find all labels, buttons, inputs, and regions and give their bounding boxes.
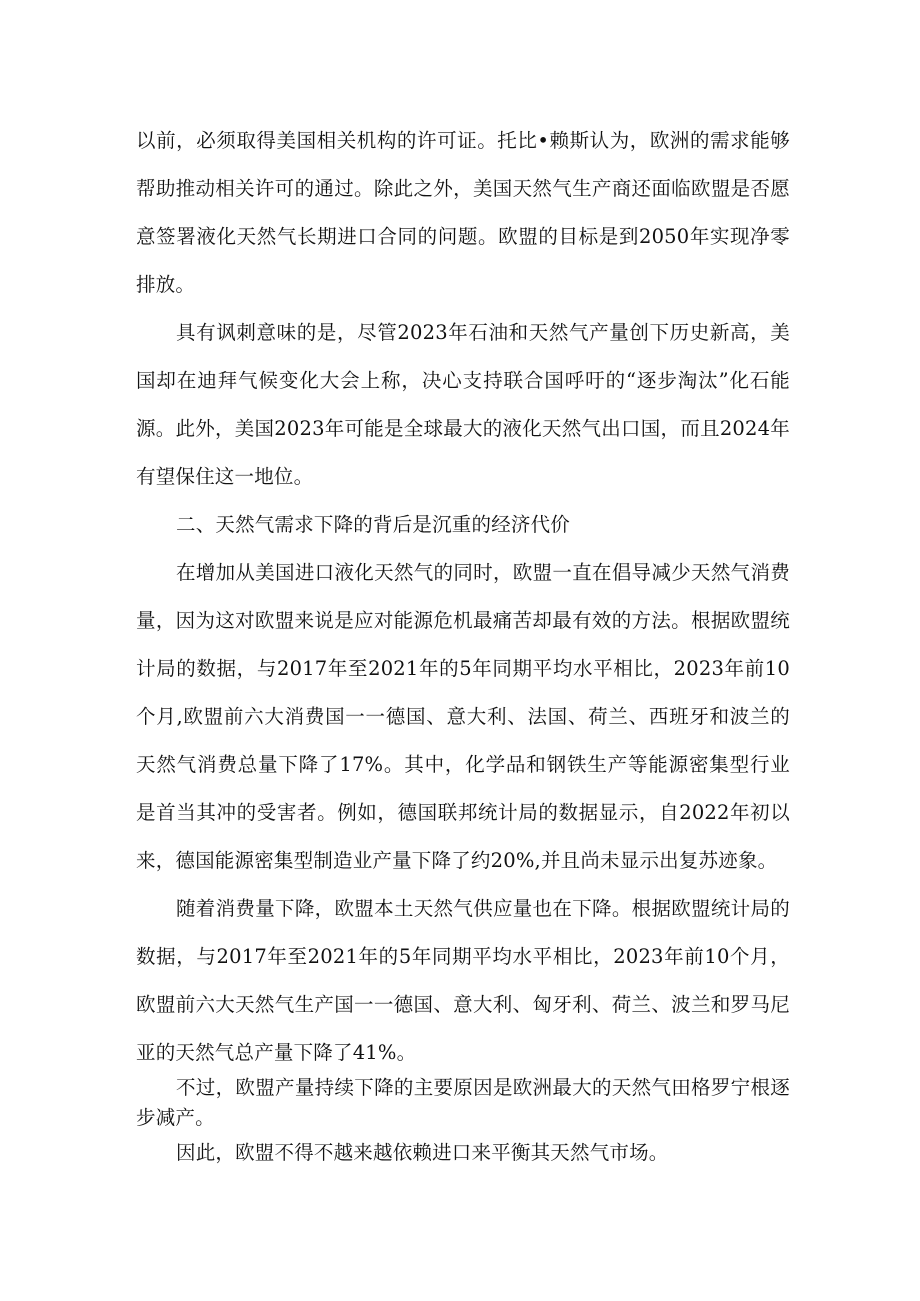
paragraph-export-permits: 以前，必须取得美国相关机构的许可证。托比•赖斯认为，欧洲的需求能够帮助推动相关许可的通过。除此之外，美国天然气生产商还面临欧盟是否愿意签署液化天然气长期进口合同的问题。欧盟的目标是到2050年实现净零排放。 [136, 129, 790, 296]
paragraph-us-production-record: 具有讽刺意味的是，尽管2023年石油和天然气产量创下历史新高，美国却在迪拜气候变化大会上称，决心支持联合国呼吁的“逐步淘汰”化石能源。此外，美国2023年可能是全球最大的液化天然气出口国，而且2024年有望保住这一地位。 [136, 321, 790, 488]
paragraph-import-reliance: 因此，欧盟不得不越来越依赖进口来平衡其天然气市场。 [176, 1141, 669, 1164]
paragraph-supply-decline: 随着消费量下降，欧盟本土天然气供应量也在下降。根据欧盟统计局的数据，与2017年至2021年的5年同期平均水平相比，2023年前10个月，欧盟前六大天然气生产国一一德国、意大利、匈牙利、荷兰、波兰和罗马尼亚的天然气总产量下降了41%。 [136, 897, 790, 1064]
section-heading: 二、天然气需求下降的背后是沉重的经济代价 [176, 513, 571, 536]
paragraph-groningen: 不过，欧盟产量持续下降的主要原因是欧洲最大的天然气田格罗宁根逐步减产。 [136, 1076, 790, 1129]
paragraph-demand-decline: 在增加从美国进口液化天然气的同时，欧盟一直在倡导减少天然气消费量，因为这对欧盟来说是应对能源危机最痛苦却最有效的方法。根据欧盟统计局的数据，与2017年至2021年的5年同期平均水平相比，2023年前10个月,欧盟前六大消费国一一德国、意大利、法国、荷兰、西班牙和波兰的天然气消费总量下降了17%。其中，化学品和钢铁生产等能源密集型行业是首当其冲的受害者。例如，德国联邦统计局的数据显示，自2022年初以来，德国能源密集型制造业产量下降了约20%,并且尚未显示出复苏迹象。 [136, 561, 790, 872]
